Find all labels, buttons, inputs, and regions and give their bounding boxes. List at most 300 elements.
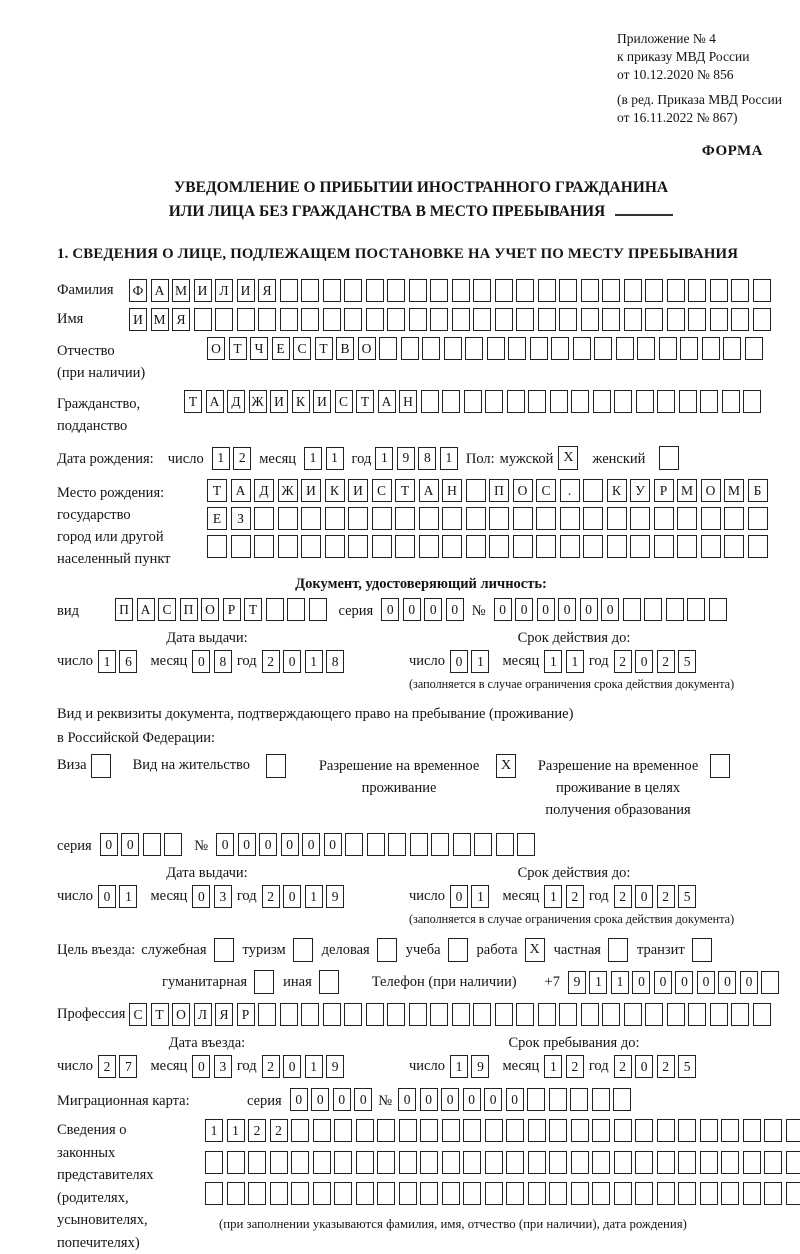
char-cell[interactable]	[495, 1003, 513, 1026]
char-cell[interactable]: И	[129, 308, 147, 331]
char-cell[interactable]: Н	[442, 479, 462, 502]
char-cell[interactable]	[536, 507, 556, 530]
char-cell[interactable]	[573, 337, 591, 360]
char-cell[interactable]	[745, 337, 763, 360]
char-cell[interactable]	[678, 1182, 696, 1205]
doc-issue-day[interactable]	[98, 650, 138, 673]
char-cell[interactable]: 0	[506, 1088, 524, 1111]
char-cell[interactable]	[623, 598, 641, 621]
char-cell[interactable]	[724, 535, 744, 558]
char-cell[interactable]	[463, 1182, 481, 1205]
char-cell[interactable]	[323, 308, 341, 331]
char-cell[interactable]	[489, 535, 509, 558]
char-cell[interactable]: И	[194, 279, 212, 302]
char-cell[interactable]: 0	[398, 1088, 416, 1111]
char-cell[interactable]	[624, 1003, 642, 1026]
char-cell[interactable]	[549, 1182, 567, 1205]
char-cell[interactable]: 0	[420, 1088, 438, 1111]
char-cell[interactable]	[258, 308, 276, 331]
char-cell[interactable]	[485, 1182, 503, 1205]
char-cell[interactable]: 0	[635, 1055, 653, 1078]
char-cell[interactable]	[377, 1119, 395, 1142]
char-cell[interactable]: Д	[254, 479, 274, 502]
char-cell[interactable]	[571, 1151, 589, 1174]
char-cell[interactable]	[422, 337, 440, 360]
char-cell[interactable]: 2	[262, 1055, 280, 1078]
char-cell[interactable]: 0	[381, 598, 399, 621]
char-cell[interactable]	[517, 833, 535, 856]
char-cell[interactable]	[356, 1119, 374, 1142]
char-cell[interactable]: С	[158, 598, 176, 621]
char-cell[interactable]	[506, 1182, 524, 1205]
char-cell[interactable]	[657, 1151, 675, 1174]
stay-year[interactable]	[614, 1055, 697, 1078]
char-cell[interactable]	[549, 1151, 567, 1174]
char-cell[interactable]	[248, 1182, 266, 1205]
char-cell[interactable]	[630, 535, 650, 558]
char-cell[interactable]	[474, 833, 492, 856]
char-cell[interactable]	[592, 1088, 610, 1111]
migration-series-field[interactable]	[290, 1088, 373, 1111]
char-cell[interactable]: Т	[184, 390, 202, 413]
residence-expiry-month[interactable]	[544, 885, 584, 908]
char-cell[interactable]	[700, 1119, 718, 1142]
char-cell[interactable]: С	[335, 390, 353, 413]
char-cell[interactable]	[764, 1119, 782, 1142]
char-cell[interactable]: 0	[450, 650, 468, 673]
entry-year[interactable]	[262, 1055, 345, 1078]
char-cell[interactable]	[325, 507, 345, 530]
char-cell[interactable]	[379, 337, 397, 360]
char-cell[interactable]	[731, 308, 749, 331]
char-cell[interactable]	[301, 1003, 319, 1026]
char-cell[interactable]	[677, 507, 697, 530]
char-cell[interactable]	[372, 507, 392, 530]
char-cell[interactable]: М	[151, 308, 169, 331]
char-cell[interactable]	[323, 1003, 341, 1026]
char-cell[interactable]: К	[607, 479, 627, 502]
purpose-humanitarian-checkbox[interactable]	[254, 970, 274, 994]
entry-month[interactable]	[192, 1055, 232, 1078]
char-cell[interactable]	[688, 1003, 706, 1026]
char-cell[interactable]: 0	[515, 598, 533, 621]
char-cell[interactable]	[764, 1182, 782, 1205]
char-cell[interactable]: 0	[192, 650, 210, 673]
char-cell[interactable]: 2	[657, 650, 675, 673]
char-cell[interactable]: 9	[326, 885, 344, 908]
char-cell[interactable]: 0	[302, 833, 320, 856]
char-cell[interactable]: 2	[657, 1055, 675, 1078]
char-cell[interactable]: 0	[484, 1088, 502, 1111]
char-cell[interactable]: 0	[463, 1088, 481, 1111]
doc-issue-month[interactable]	[192, 650, 232, 673]
char-cell[interactable]	[309, 598, 327, 621]
char-cell[interactable]	[657, 1119, 675, 1142]
char-cell[interactable]: 0	[98, 885, 116, 908]
char-cell[interactable]: 0	[632, 971, 650, 994]
char-cell[interactable]	[677, 535, 697, 558]
char-cell[interactable]	[344, 279, 362, 302]
char-cell[interactable]	[442, 507, 462, 530]
char-cell[interactable]	[431, 833, 449, 856]
char-cell[interactable]: И	[348, 479, 368, 502]
residence-series-field[interactable]	[100, 833, 183, 856]
char-cell[interactable]: Я	[172, 308, 190, 331]
char-cell[interactable]	[487, 337, 505, 360]
char-cell[interactable]: 1	[304, 447, 322, 470]
residence-issue-month[interactable]	[192, 885, 232, 908]
char-cell[interactable]	[508, 337, 526, 360]
char-cell[interactable]	[409, 279, 427, 302]
char-cell[interactable]	[593, 390, 611, 413]
char-cell[interactable]: А	[419, 479, 439, 502]
char-cell[interactable]: 0	[324, 833, 342, 856]
char-cell[interactable]	[463, 1151, 481, 1174]
char-cell[interactable]	[516, 308, 534, 331]
char-cell[interactable]	[348, 535, 368, 558]
char-cell[interactable]	[513, 507, 533, 530]
char-cell[interactable]: 3	[214, 1055, 232, 1078]
phone-field[interactable]	[568, 971, 780, 994]
char-cell[interactable]: А	[206, 390, 224, 413]
char-cell[interactable]: 2	[657, 885, 675, 908]
char-cell[interactable]	[452, 308, 470, 331]
temp-residence-education-checkbox[interactable]	[710, 754, 730, 778]
char-cell[interactable]	[409, 308, 427, 331]
representatives-row3[interactable]	[205, 1182, 800, 1205]
char-cell[interactable]	[654, 535, 674, 558]
char-cell[interactable]: Ч	[250, 337, 268, 360]
char-cell[interactable]	[654, 507, 674, 530]
char-cell[interactable]: Т	[244, 598, 262, 621]
char-cell[interactable]	[291, 1119, 309, 1142]
char-cell[interactable]	[473, 308, 491, 331]
char-cell[interactable]	[678, 1119, 696, 1142]
char-cell[interactable]: С	[293, 337, 311, 360]
char-cell[interactable]	[313, 1182, 331, 1205]
char-cell[interactable]: 0	[311, 1088, 329, 1111]
char-cell[interactable]	[607, 507, 627, 530]
char-cell[interactable]: 1	[305, 650, 323, 673]
char-cell[interactable]: 0	[403, 598, 421, 621]
char-cell[interactable]: 0	[601, 598, 619, 621]
char-cell[interactable]: 5	[678, 885, 696, 908]
char-cell[interactable]	[613, 1088, 631, 1111]
char-cell[interactable]: Т	[356, 390, 374, 413]
birth-place-row2[interactable]	[207, 507, 768, 530]
char-cell[interactable]	[602, 1003, 620, 1026]
char-cell[interactable]	[205, 1151, 223, 1174]
char-cell[interactable]	[701, 507, 721, 530]
char-cell[interactable]: 0	[718, 971, 736, 994]
char-cell[interactable]	[559, 1003, 577, 1026]
char-cell[interactable]	[430, 279, 448, 302]
char-cell[interactable]	[401, 337, 419, 360]
char-cell[interactable]	[721, 1119, 739, 1142]
residence-expiry-year[interactable]	[614, 885, 697, 908]
char-cell[interactable]	[270, 1182, 288, 1205]
char-cell[interactable]: 1	[305, 1055, 323, 1078]
char-cell[interactable]	[473, 279, 491, 302]
char-cell[interactable]	[786, 1151, 800, 1174]
char-cell[interactable]	[753, 279, 771, 302]
char-cell[interactable]: 2	[270, 1119, 288, 1142]
char-cell[interactable]	[516, 279, 534, 302]
char-cell[interactable]	[594, 337, 612, 360]
char-cell[interactable]: Т	[315, 337, 333, 360]
char-cell[interactable]: Ж	[278, 479, 298, 502]
char-cell[interactable]	[743, 1119, 761, 1142]
char-cell[interactable]	[466, 535, 486, 558]
surname-field[interactable]	[129, 279, 771, 302]
char-cell[interactable]	[688, 308, 706, 331]
purpose-transit-checkbox[interactable]	[692, 938, 712, 962]
char-cell[interactable]	[344, 1003, 362, 1026]
char-cell[interactable]	[743, 1182, 761, 1205]
char-cell[interactable]: 0	[635, 885, 653, 908]
char-cell[interactable]	[254, 507, 274, 530]
char-cell[interactable]	[592, 1119, 610, 1142]
char-cell[interactable]: О	[207, 337, 225, 360]
char-cell[interactable]	[702, 337, 720, 360]
char-cell[interactable]	[516, 1003, 534, 1026]
sex-female-checkbox[interactable]	[659, 446, 679, 470]
char-cell[interactable]	[602, 279, 620, 302]
char-cell[interactable]: 1	[305, 885, 323, 908]
birth-month-field[interactable]	[304, 447, 344, 470]
doc-series-field[interactable]	[381, 598, 464, 621]
birth-day-field[interactable]	[212, 447, 252, 470]
char-cell[interactable]	[530, 337, 548, 360]
char-cell[interactable]	[710, 1003, 728, 1026]
char-cell[interactable]	[143, 833, 161, 856]
char-cell[interactable]	[559, 308, 577, 331]
char-cell[interactable]: П	[115, 598, 133, 621]
char-cell[interactable]	[323, 279, 341, 302]
char-cell[interactable]: 1	[450, 1055, 468, 1078]
char-cell[interactable]	[748, 507, 768, 530]
char-cell[interactable]: Р	[223, 598, 241, 621]
char-cell[interactable]: 0	[558, 598, 576, 621]
char-cell[interactable]: О	[513, 479, 533, 502]
char-cell[interactable]: Ф	[129, 279, 147, 302]
char-cell[interactable]	[764, 1151, 782, 1174]
stay-day[interactable]	[450, 1055, 490, 1078]
char-cell[interactable]	[635, 1151, 653, 1174]
char-cell[interactable]: П	[489, 479, 509, 502]
char-cell[interactable]: 2	[614, 650, 632, 673]
char-cell[interactable]: 2	[614, 885, 632, 908]
char-cell[interactable]: 0	[283, 885, 301, 908]
char-cell[interactable]: 2	[566, 885, 584, 908]
char-cell[interactable]	[344, 308, 362, 331]
char-cell[interactable]: С	[372, 479, 392, 502]
char-cell[interactable]	[753, 1003, 771, 1026]
char-cell[interactable]: И	[237, 279, 255, 302]
char-cell[interactable]: О	[201, 598, 219, 621]
char-cell[interactable]	[231, 535, 251, 558]
char-cell[interactable]: 0	[424, 598, 442, 621]
char-cell[interactable]	[399, 1119, 417, 1142]
char-cell[interactable]	[679, 390, 697, 413]
char-cell[interactable]	[538, 308, 556, 331]
char-cell[interactable]	[215, 308, 233, 331]
char-cell[interactable]	[657, 390, 675, 413]
char-cell[interactable]: 1	[611, 971, 629, 994]
char-cell[interactable]	[334, 1119, 352, 1142]
char-cell[interactable]	[399, 1151, 417, 1174]
char-cell[interactable]: И	[270, 390, 288, 413]
char-cell[interactable]	[442, 1119, 460, 1142]
char-cell[interactable]: Т	[207, 479, 227, 502]
char-cell[interactable]	[667, 1003, 685, 1026]
char-cell[interactable]: О	[172, 1003, 190, 1026]
char-cell[interactable]: Б	[748, 479, 768, 502]
char-cell[interactable]	[485, 1151, 503, 1174]
char-cell[interactable]: 0	[121, 833, 139, 856]
profession-field[interactable]	[129, 1003, 771, 1026]
char-cell[interactable]: 0	[537, 598, 555, 621]
purpose-official-checkbox[interactable]	[214, 938, 234, 962]
char-cell[interactable]	[227, 1151, 245, 1174]
char-cell[interactable]	[549, 1119, 567, 1142]
char-cell[interactable]	[528, 1182, 546, 1205]
char-cell[interactable]: А	[378, 390, 396, 413]
char-cell[interactable]: 0	[740, 971, 758, 994]
char-cell[interactable]	[334, 1151, 352, 1174]
char-cell[interactable]: 2	[98, 1055, 116, 1078]
char-cell[interactable]: 0	[192, 1055, 210, 1078]
char-cell[interactable]	[538, 279, 556, 302]
entry-day[interactable]	[98, 1055, 138, 1078]
char-cell[interactable]	[430, 1003, 448, 1026]
char-cell[interactable]	[466, 479, 486, 502]
char-cell[interactable]	[659, 337, 677, 360]
char-cell[interactable]	[463, 1119, 481, 1142]
char-cell[interactable]	[278, 535, 298, 558]
char-cell[interactable]	[419, 535, 439, 558]
char-cell[interactable]	[614, 390, 632, 413]
char-cell[interactable]	[624, 308, 642, 331]
char-cell[interactable]	[506, 1151, 524, 1174]
representatives-row1[interactable]	[205, 1119, 800, 1142]
char-cell[interactable]: В	[336, 337, 354, 360]
char-cell[interactable]: 1	[119, 885, 137, 908]
char-cell[interactable]: Л	[215, 279, 233, 302]
char-cell[interactable]	[559, 279, 577, 302]
residence-issue-day[interactable]	[98, 885, 138, 908]
char-cell[interactable]	[301, 308, 319, 331]
char-cell[interactable]	[205, 1182, 223, 1205]
char-cell[interactable]	[571, 1119, 589, 1142]
char-cell[interactable]	[748, 535, 768, 558]
char-cell[interactable]: 2	[262, 885, 280, 908]
char-cell[interactable]	[270, 1151, 288, 1174]
char-cell[interactable]: 0	[441, 1088, 459, 1111]
char-cell[interactable]	[194, 308, 212, 331]
char-cell[interactable]: 2	[233, 447, 251, 470]
char-cell[interactable]	[489, 507, 509, 530]
char-cell[interactable]	[644, 598, 662, 621]
char-cell[interactable]: О	[358, 337, 376, 360]
representatives-row2[interactable]	[205, 1151, 800, 1174]
char-cell[interactable]	[409, 1003, 427, 1026]
char-cell[interactable]: А	[137, 598, 155, 621]
char-cell[interactable]: 1	[544, 885, 562, 908]
char-cell[interactable]	[164, 833, 182, 856]
char-cell[interactable]	[667, 279, 685, 302]
residence-issue-year[interactable]	[262, 885, 345, 908]
char-cell[interactable]: М	[172, 279, 190, 302]
char-cell[interactable]	[761, 971, 779, 994]
char-cell[interactable]	[372, 535, 392, 558]
char-cell[interactable]: С	[129, 1003, 147, 1026]
birth-year-field[interactable]	[375, 447, 458, 470]
char-cell[interactable]: 1	[205, 1119, 223, 1142]
char-cell[interactable]	[291, 1151, 309, 1174]
char-cell[interactable]	[325, 535, 345, 558]
char-cell[interactable]: Ж	[249, 390, 267, 413]
char-cell[interactable]	[724, 507, 744, 530]
char-cell[interactable]	[485, 1119, 503, 1142]
char-cell[interactable]: 1	[375, 447, 393, 470]
char-cell[interactable]	[266, 598, 284, 621]
char-cell[interactable]	[616, 337, 634, 360]
temp-residence-checkbox[interactable]: X	[496, 754, 516, 778]
char-cell[interactable]	[410, 833, 428, 856]
char-cell[interactable]: И	[301, 479, 321, 502]
char-cell[interactable]	[723, 337, 741, 360]
char-cell[interactable]	[538, 1003, 556, 1026]
char-cell[interactable]	[700, 1182, 718, 1205]
char-cell[interactable]: 0	[675, 971, 693, 994]
char-cell[interactable]	[607, 535, 627, 558]
char-cell[interactable]	[700, 1151, 718, 1174]
char-cell[interactable]: 1	[471, 650, 489, 673]
char-cell[interactable]: 0	[354, 1088, 372, 1111]
char-cell[interactable]	[570, 1088, 588, 1111]
char-cell[interactable]: Р	[237, 1003, 255, 1026]
char-cell[interactable]: 0	[259, 833, 277, 856]
char-cell[interactable]	[466, 507, 486, 530]
char-cell[interactable]	[513, 535, 533, 558]
char-cell[interactable]	[583, 479, 603, 502]
char-cell[interactable]: Л	[194, 1003, 212, 1026]
char-cell[interactable]: Т	[229, 337, 247, 360]
char-cell[interactable]	[786, 1119, 800, 1142]
char-cell[interactable]	[636, 390, 654, 413]
doc-issue-year[interactable]	[262, 650, 345, 673]
char-cell[interactable]: Р	[654, 479, 674, 502]
residence-permit-checkbox[interactable]	[266, 754, 286, 778]
char-cell[interactable]: П	[180, 598, 198, 621]
char-cell[interactable]	[301, 535, 321, 558]
doc-number-field[interactable]	[494, 598, 727, 621]
birth-place-row1[interactable]	[207, 479, 768, 502]
char-cell[interactable]	[550, 390, 568, 413]
char-cell[interactable]	[301, 507, 321, 530]
char-cell[interactable]: Н	[399, 390, 417, 413]
char-cell[interactable]: Т	[151, 1003, 169, 1026]
char-cell[interactable]	[313, 1151, 331, 1174]
char-cell[interactable]	[527, 1088, 545, 1111]
char-cell[interactable]	[387, 308, 405, 331]
char-cell[interactable]	[237, 308, 255, 331]
char-cell[interactable]: Е	[207, 507, 227, 530]
char-cell[interactable]	[583, 535, 603, 558]
char-cell[interactable]	[731, 279, 749, 302]
char-cell[interactable]	[388, 833, 406, 856]
